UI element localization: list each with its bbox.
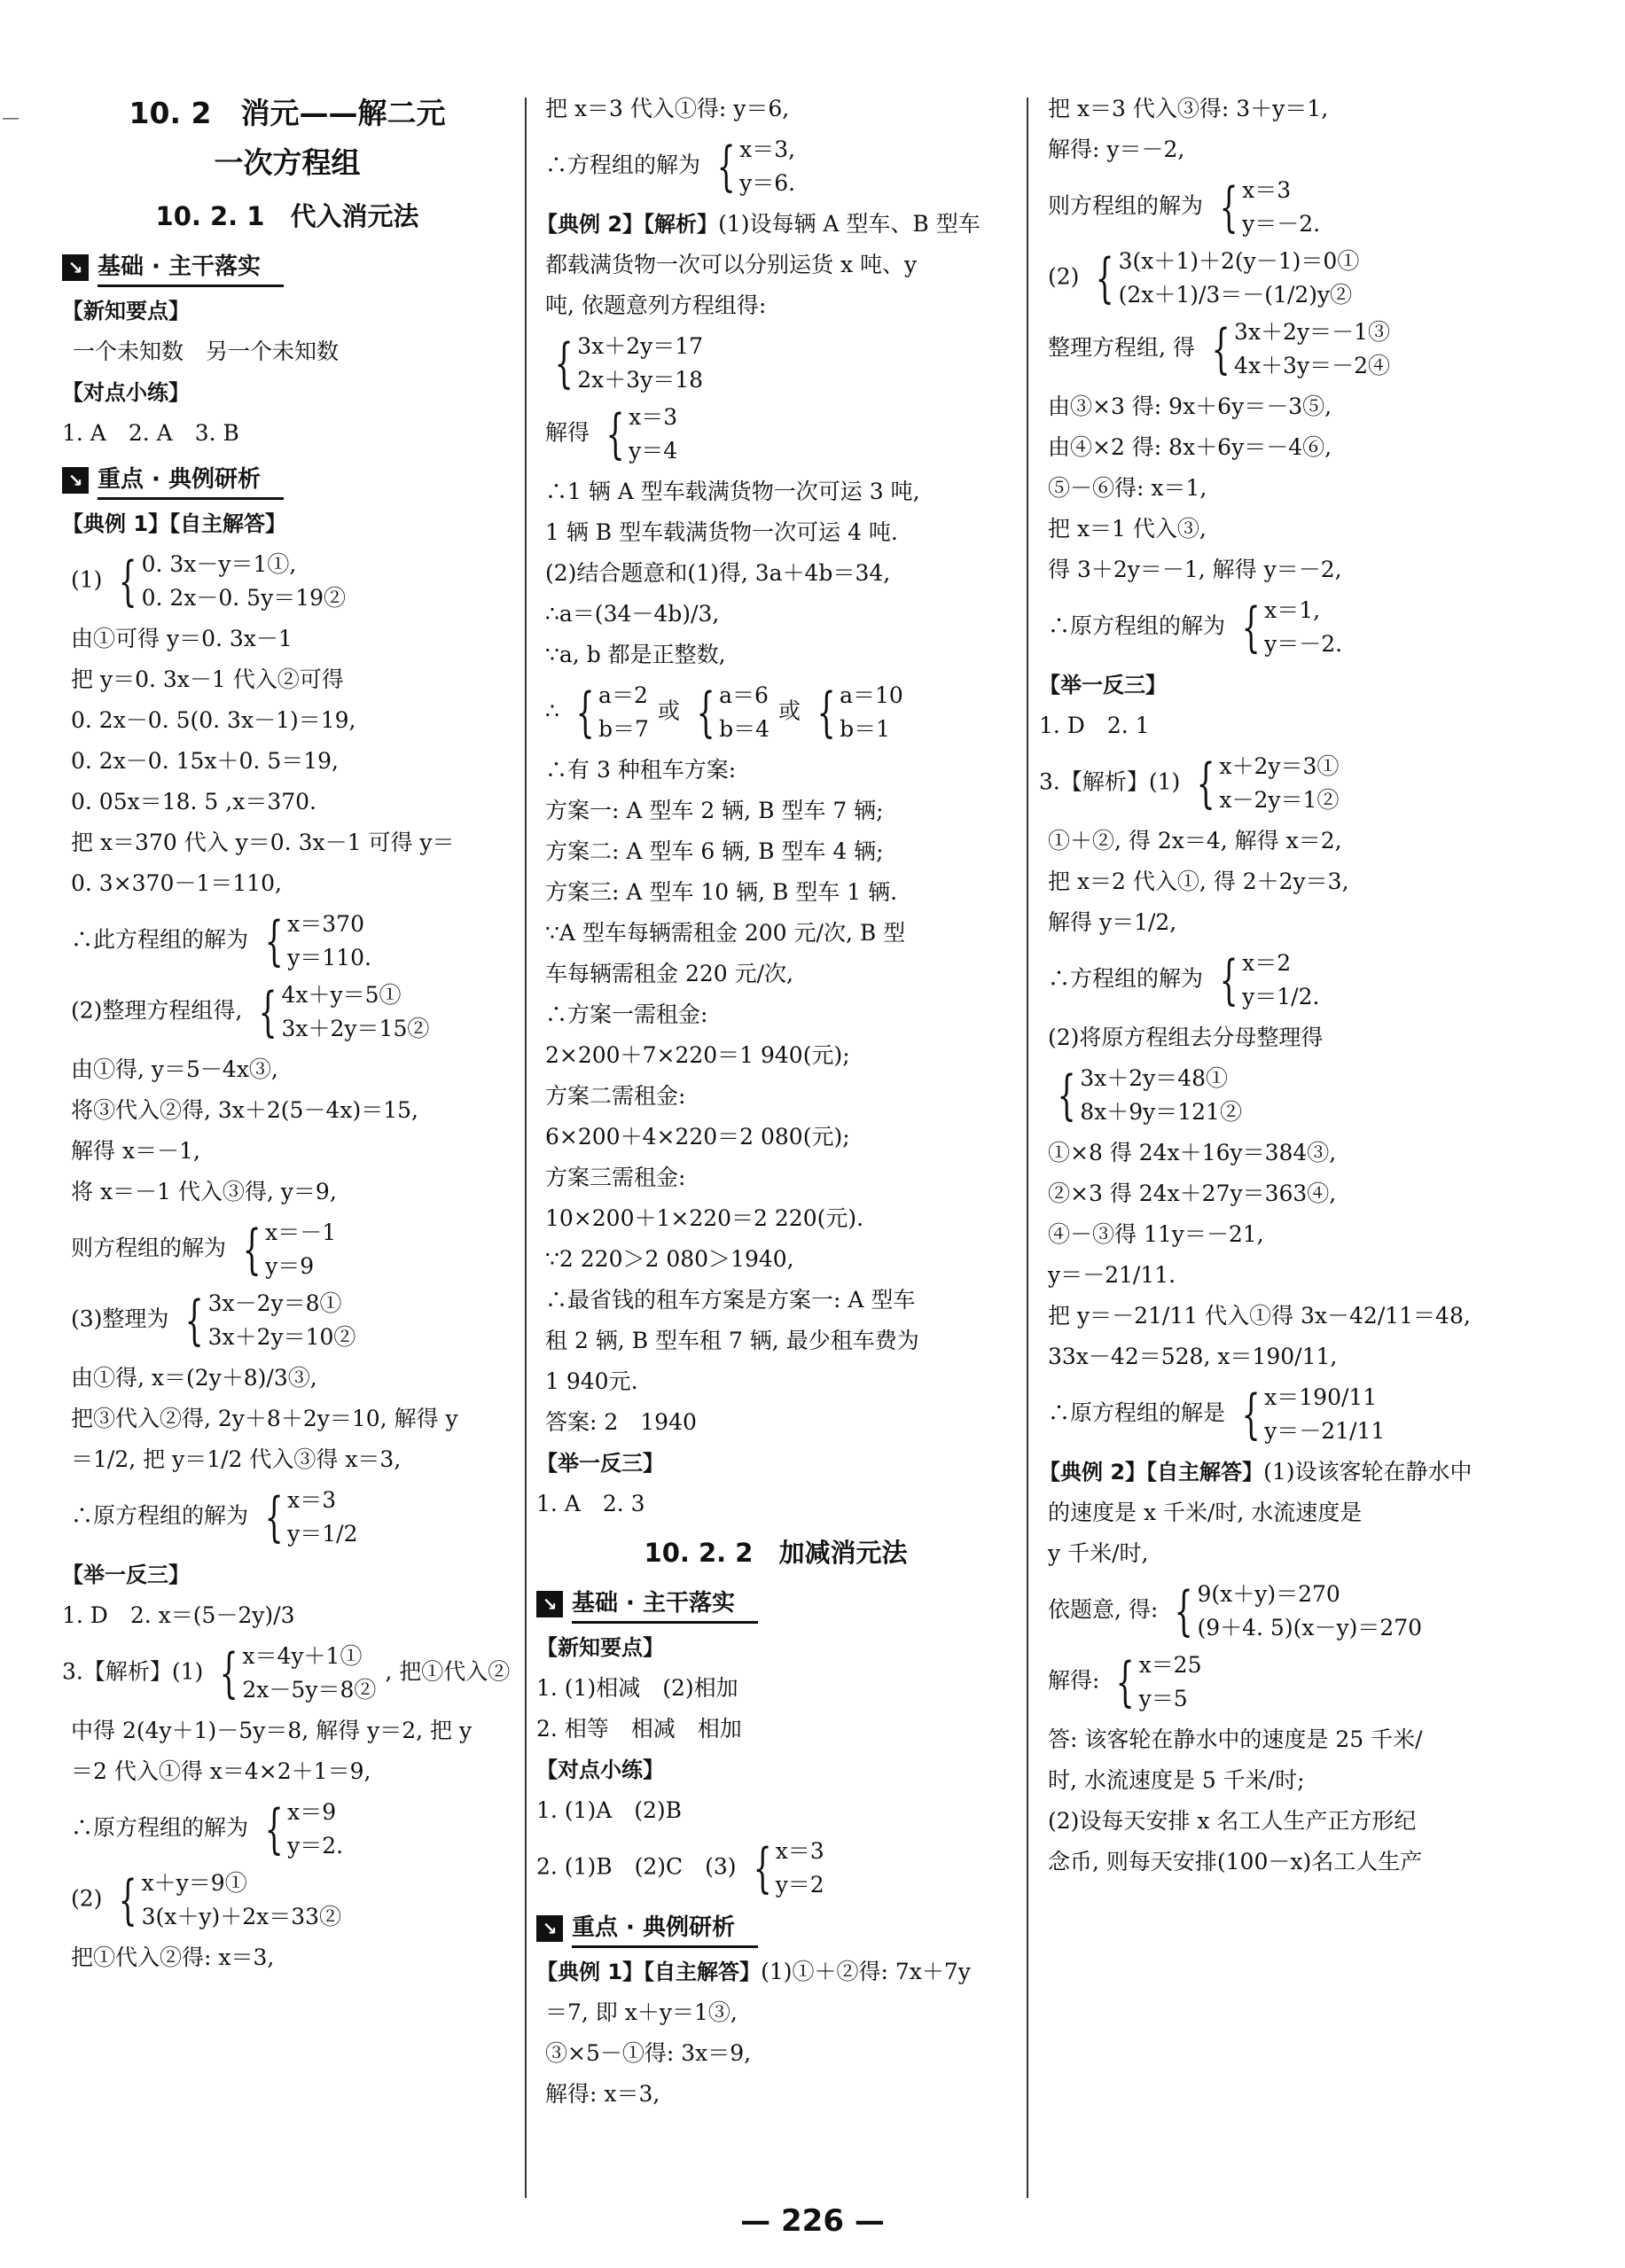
equation: b＝7 xyxy=(598,716,649,742)
equation-system: (2) { 3(x＋1)＋2(y－1)＝0① (2x＋1)/3＝－(1/2)y② xyxy=(1039,245,1571,312)
text-line: 把 x＝2 代入①, 得 2＋2y＝3, xyxy=(1048,869,1349,894)
column-3 xyxy=(1039,89,1571,1882)
text-line: (2)结合题意和(1)得, 3a＋4b＝34, xyxy=(545,560,891,586)
answer: 2. 相等 相减 相加 xyxy=(536,1716,742,1742)
section-banner xyxy=(536,1583,1015,1625)
column-2 xyxy=(536,89,1015,2115)
column-divider xyxy=(525,97,527,2198)
subsection-title: 10. 2. 2 加减消元法 xyxy=(644,1538,908,1568)
text-line: 的速度是 x 千米/时, 水流速度是 xyxy=(1048,1500,1363,1525)
equation: 3x＋2y＝10② xyxy=(207,1324,356,1350)
text-line: ∴方案一需租金: xyxy=(545,1002,708,1027)
label: 【举一反三】 xyxy=(62,1563,190,1587)
equation: x＝－1 xyxy=(265,1220,337,1245)
text-line: ①＋②, 得 2x＝4, 解得 x＝2, xyxy=(1048,828,1342,853)
text-line: 把 y＝－21/11 代入①得 3x－42/11＝48, xyxy=(1048,1303,1471,1329)
text-line: 把 x＝3 代入③得: 3＋y＝1, xyxy=(1048,96,1329,121)
equation: 0. 3x－y＝1①, xyxy=(141,551,297,577)
part-label: 3.【解析】(1) xyxy=(62,1658,204,1685)
answer: 答案: 2 1940 xyxy=(545,1409,697,1435)
label: 【典例 1】【自主解答】 xyxy=(536,1960,762,1984)
text-line: 解得: x＝3, xyxy=(545,2081,660,2107)
text-line: 方案三需租金: xyxy=(545,1165,686,1190)
text-line: (1)设该客轮在静水中 xyxy=(1263,1459,1473,1485)
equation-system: 3.【解析】(1) { x＝4y＋1① 2x－5y＝8② , 把①代入② xyxy=(62,1640,512,1707)
equation: 3(x＋1)＋2(y－1)＝0① xyxy=(1118,248,1360,274)
equation: x＝190/11 xyxy=(1264,1384,1378,1410)
solution-label: ∴方程组的解为 xyxy=(1048,965,1204,992)
text-line: ∵2 220＞2 080＞1940, xyxy=(545,1246,794,1272)
text-line: y 千米/时, xyxy=(1048,1540,1149,1566)
edge-mark: — xyxy=(2,106,20,128)
text-line: 租 2 辆, B 型车租 7 辆, 最少租车费为 xyxy=(545,1328,919,1353)
text-line: 把③代入②得, 2y＋8＋2y＝10, 解得 y xyxy=(71,1406,458,1431)
text-line: 将③代入②得, 3x＋2(5－4x)＝15, xyxy=(71,1097,418,1123)
section-banner-label: 基础 · 主干落实 xyxy=(98,249,284,287)
text-line: 方案二: A 型车 6 辆, B 型车 4 辆; xyxy=(545,838,884,864)
solution-label: 则方程组的解为 xyxy=(1048,192,1204,219)
solution: ∴原方程组的解是 { x＝190/11 y＝－21/11 xyxy=(1039,1381,1571,1448)
equation: 2x＋3y＝18 xyxy=(577,367,704,393)
text-line: 1 940元. xyxy=(545,1368,638,1394)
arrow-icon: ↘ xyxy=(62,467,89,494)
text-line: 车每辆需租金 220 元/次, xyxy=(545,961,793,986)
equation: x＝2 xyxy=(1242,950,1292,976)
text-line: ＝7, 即 x＋y＝1③, xyxy=(545,1999,738,2025)
part-label: (2)整理方程组得, xyxy=(71,997,243,1024)
equation: (2x＋1)/3＝－(1/2)y② xyxy=(1118,282,1353,308)
solution-label: 解得 xyxy=(545,419,590,446)
cases: ∴ { a＝2 b＝7 或 { a＝6 b＝4 或 { a＝10 b＝1 xyxy=(536,679,1015,746)
text-line: 0. 2x－0. 5(0. 3x－1)＝19, xyxy=(71,707,356,733)
part-label: (2) xyxy=(1048,263,1080,290)
solution-label: ∴原方程组的解为 xyxy=(1048,612,1226,639)
solution-label: 解得: xyxy=(1048,1667,1100,1694)
text-line: ＝1/2, 把 y＝1/2 代入③得 x＝3, xyxy=(71,1446,402,1472)
text-line: 时, 水流速度是 5 千米/时; xyxy=(1048,1767,1305,1793)
answer: 1. D 2. x＝(5－2y)/3 xyxy=(62,1602,295,1628)
equation: x＋2y＝3① xyxy=(1219,753,1340,779)
page-number: — 226 — xyxy=(740,2203,885,2239)
text-line: (2)将原方程组去分母整理得 xyxy=(1048,1025,1324,1050)
text-line: 吨, 依题意列方程组得: xyxy=(545,292,767,318)
solution-label: ∴此方程组的解为 xyxy=(71,926,249,953)
part-label: 3.【解析】(1) xyxy=(1039,768,1181,795)
equation-system: (2)整理方程组得, { 4x＋y＝5① 3x＋2y＝15② xyxy=(62,978,512,1046)
solution: 解得 { x＝3 y＝4 xyxy=(536,401,1015,468)
solution-label: ∴原方程组的解是 xyxy=(1048,1399,1226,1426)
section-banner xyxy=(536,1907,1015,1950)
equation: x－2y＝1② xyxy=(1219,787,1340,813)
text-line: 2. (1)B (2)C (3) xyxy=(536,1853,737,1880)
text-line: ②×3 得 24x＋27y＝363④, xyxy=(1048,1181,1337,1206)
solution-label: ∴原方程组的解为 xyxy=(71,1814,249,1841)
equation: y＝9 xyxy=(265,1253,315,1279)
label: 【新知要点】 xyxy=(62,299,190,323)
answer: 一个未知数 另一个未知数 xyxy=(73,339,340,364)
text-line: 解得: y＝－2, xyxy=(1048,136,1185,162)
equation: y＝2 xyxy=(775,1872,824,1898)
equation: 9(x＋y)＝270 xyxy=(1197,1581,1340,1607)
solution: 解得: { x＝25 y＝5 xyxy=(1039,1648,1571,1716)
text-line: (2)设每天安排 x 名工人生产正方形纪 xyxy=(1048,1808,1417,1834)
text-line: 10×200＋1×220＝2 220(元). xyxy=(545,1205,864,1231)
equation: 3x＋2y＝15② xyxy=(281,1016,430,1041)
equation: x＝25 xyxy=(1138,1652,1202,1678)
label: 【典例 2】【自主解答】 xyxy=(1039,1460,1264,1485)
text-line: 把 y＝0. 3x－1 代入②可得 xyxy=(71,666,344,692)
solution-label: ∴原方程组的解为 xyxy=(71,1502,249,1529)
text-line: ∴1 辆 A 型车载满货物一次可运 3 吨, xyxy=(545,479,920,504)
equation: y＝1/2 xyxy=(287,1521,358,1547)
solution: ∴此方程组的解为 { x＝370 y＝110. xyxy=(62,908,512,975)
answer: 1. (1)相减 (2)相加 xyxy=(536,1675,738,1701)
label: 【典例 1】【自主解答】 xyxy=(62,511,287,536)
text-line: 或 xyxy=(777,698,801,724)
equation: x＝3 xyxy=(629,404,678,430)
equation: 3x＋2y＝48① xyxy=(1080,1065,1229,1091)
arrow-icon: ↘ xyxy=(536,1915,563,1942)
equation: 3(x＋y)＋2x＝33② xyxy=(141,1904,342,1929)
column-divider xyxy=(1027,97,1028,2198)
answer: 1. D 2. 1 xyxy=(1039,713,1150,738)
section-title-line2: 一次方程组 xyxy=(214,145,361,180)
answer: 1. (1)A (2)B xyxy=(536,1797,683,1823)
solution: ∴方程组的解为 { x＝3, y＝6. xyxy=(536,133,1015,200)
solution: ∴方程组的解为 { x＝2 y＝1/2. xyxy=(1039,947,1571,1014)
text-line: 解得 y＝1/2, xyxy=(1048,909,1177,935)
equation: x＝4y＋1① xyxy=(242,1643,363,1669)
equation: x＝3 xyxy=(775,1838,824,1864)
equation-system: { 3x＋2y＝17 2x＋3y＝18 xyxy=(536,330,1015,397)
text-line: 把①代入②得: x＝3, xyxy=(71,1945,275,1970)
equation: x＝3 xyxy=(1242,177,1292,203)
part-label: (1) xyxy=(71,566,103,593)
section-banner xyxy=(62,459,512,502)
label: 【对点小练】 xyxy=(536,1758,664,1782)
section-title: 10. 2 消元——解二元 xyxy=(129,96,446,130)
equation: y＝4 xyxy=(629,438,678,464)
equation: b＝4 xyxy=(719,716,770,742)
equation-system: (2) { x＋y＝9① 3(x＋y)＋2x＝33② xyxy=(62,1867,512,1934)
equation: 3x－2y＝8① xyxy=(207,1290,342,1316)
solution: 则方程组的解为 { x＝3 y＝－2. xyxy=(1039,174,1571,241)
solution-label: 依题意, 得: xyxy=(1048,1596,1159,1623)
text-line: ∴最省钱的租车方案是方案一: A 型车 xyxy=(545,1287,916,1313)
part-label: (2) xyxy=(71,1885,103,1912)
text-line: 0. 2x－0. 15x＋0. 5＝19, xyxy=(71,748,339,774)
equation: 4x＋3y＝－2④ xyxy=(1234,353,1390,378)
equation: y＝－2. xyxy=(1242,211,1321,237)
equation: y＝－21/11 xyxy=(1264,1418,1386,1444)
equation: x＋y＝9① xyxy=(141,1870,247,1896)
text-line: 念币, 则每天安排(100－x)名工人生产 xyxy=(1048,1849,1423,1874)
section-banner-label: 重点 · 典例研析 xyxy=(572,1910,758,1948)
text-line: 或 xyxy=(657,698,680,724)
solution-label: 则方程组的解为 xyxy=(71,1235,227,1261)
equation: x＝9 xyxy=(287,1799,337,1825)
text-line: 6×200＋4×220＝2 080(元); xyxy=(545,1124,850,1150)
text-line: 由①得, y＝5－4x③, xyxy=(71,1056,278,1082)
text-line: ＝2 代入①得 x＝4×2＋1＝9, xyxy=(71,1758,371,1784)
text-line: 由④×2 得: 8x＋6y＝－4⑥, xyxy=(1048,434,1332,460)
equation: a＝10 xyxy=(840,682,903,708)
column-1 xyxy=(62,89,512,1978)
solution-label: ∴方程组的解为 xyxy=(545,152,701,178)
equation: y＝6. xyxy=(739,170,796,196)
text-line: 0. 3×370－1＝110, xyxy=(71,870,282,896)
equation: y＝2. xyxy=(287,1833,344,1859)
text-line: 把 x＝370 代入 y＝0. 3x－1 可得 y＝ xyxy=(71,830,455,855)
text-line: 0. 05x＝18. 5 ,x＝370. xyxy=(71,789,316,814)
equation: x＝1, xyxy=(1264,597,1321,623)
text-line: ③×5－①得: 3x＝9, xyxy=(545,2040,752,2066)
text-line: 答: 该客轮在静水中的速度是 25 千米/ xyxy=(1048,1726,1423,1752)
text-line: 都载满货物一次可以分别运货 x 吨、y xyxy=(545,252,918,277)
text-line: ∵A 型车每辆需租金 200 元/次, B 型 xyxy=(545,920,906,946)
equation-system: { 3x＋2y＝48① 8x＋9y＝121② xyxy=(1039,1062,1571,1129)
equation: y＝5 xyxy=(1138,1686,1188,1711)
text-line: 把 x＝1 代入③, xyxy=(1048,516,1207,542)
label: 【新知要点】 xyxy=(536,1635,664,1660)
equation: (9＋4. 5)(x－y)＝270 xyxy=(1197,1615,1423,1641)
section-banner-label: 重点 · 典例研析 xyxy=(98,462,284,500)
solution: ∴原方程组的解为 { x＝9 y＝2. xyxy=(62,1796,512,1863)
text-line: (1)①＋②得: 7x＋7y xyxy=(761,1959,971,1984)
answer: 1. A 2. 3 xyxy=(536,1491,645,1516)
text-line: ∵a, b 都是正整数, xyxy=(545,642,726,667)
text-line: 方案二需租金: xyxy=(545,1083,686,1109)
text-line: ∴ xyxy=(545,698,559,724)
equation-system: 3.【解析】(1) { x＋2y＝3① x－2y＝1② xyxy=(1039,750,1571,817)
subsection-title: 10. 2. 1 代入消元法 xyxy=(155,201,419,231)
text-line: 由①得, x＝(2y＋8)/3③, xyxy=(71,1365,317,1391)
text-line: ①×8 得 24x＋16y＝384③, xyxy=(1048,1140,1337,1165)
equation: 8x＋9y＝121② xyxy=(1080,1099,1242,1125)
text-line: ④－③得 11y＝－21, xyxy=(1048,1221,1264,1247)
arrow-icon: ↘ xyxy=(536,1591,563,1617)
answer: 1. A 2. A 3. B xyxy=(62,420,239,446)
equation: x＝3 xyxy=(287,1487,337,1513)
solution: ∴原方程组的解为 { x＝1, y＝－2. xyxy=(1039,594,1571,661)
text-line: , 把①代入② xyxy=(385,1658,511,1685)
equation: y＝－2. xyxy=(1264,631,1343,657)
text-line: 1 辆 B 型车载满货物一次可运 4 吨. xyxy=(545,519,898,545)
label: 【举一反三】 xyxy=(1039,673,1167,698)
label: 【举一反三】 xyxy=(536,1451,664,1476)
equation: y＝1/2. xyxy=(1242,984,1320,1009)
section-banner xyxy=(62,246,512,289)
text-line: (1)设每辆 A 型车、B 型车 xyxy=(718,211,980,237)
equation: 0. 2x－0. 5y＝19② xyxy=(141,585,347,611)
text-line: 将 x＝－1 代入③得, y＝9, xyxy=(71,1179,337,1204)
equation: a＝6 xyxy=(719,682,769,708)
text-line: 33x－42＝528, x＝190/11, xyxy=(1048,1344,1338,1369)
text-line: 方案一: A 型车 2 辆, B 型车 7 辆; xyxy=(545,798,884,823)
text-line: 中得 2(4y＋1)－5y＝8, 解得 y＝2, 把 y xyxy=(71,1718,473,1743)
text-line: 把 x＝3 代入①得: y＝6, xyxy=(545,96,790,121)
text-line: ∴a＝(34－4b)/3, xyxy=(545,601,720,627)
equation-system: (3)整理为 { 3x－2y＝8① 3x＋2y＝10② xyxy=(62,1287,512,1354)
equation: 3x＋2y＝－1③ xyxy=(1234,319,1390,345)
part-label: (3)整理为 xyxy=(71,1305,169,1332)
answer: 2. (1)B (2)C (3) { x＝3 y＝2 xyxy=(536,1835,1015,1902)
section-banner-label: 基础 · 主干落实 xyxy=(572,1586,758,1624)
solution: 则方程组的解为 { x＝－1 y＝9 xyxy=(62,1216,512,1283)
text-line: 得 3＋2y＝－1, 解得 y＝－2, xyxy=(1048,557,1342,582)
text-line: 由①可得 y＝0. 3x－1 xyxy=(71,626,293,651)
arrow-icon: ↘ xyxy=(62,254,89,281)
equation: 2x－5y＝8② xyxy=(242,1677,377,1703)
solution-label: 整理方程组, 得 xyxy=(1048,334,1195,361)
equation-system: 依题意, 得: { 9(x＋y)＝270 (9＋4. 5)(x－y)＝270 xyxy=(1039,1578,1571,1645)
text-line: ∴有 3 种租车方案: xyxy=(545,757,737,783)
text-line: ⑤－⑥得: x＝1, xyxy=(1048,475,1207,501)
equation: x＝3, xyxy=(739,136,796,162)
equation: 4x＋y＝5① xyxy=(281,982,402,1008)
equation: b＝1 xyxy=(840,716,891,742)
label: 【典例 2】【解析】 xyxy=(536,212,719,237)
equation: y＝110. xyxy=(287,945,371,970)
equation-system: 整理方程组, 得 { 3x＋2y＝－1③ 4x＋3y＝－2④ xyxy=(1039,316,1571,383)
text-line: y＝－21/11. xyxy=(1048,1262,1176,1288)
equation: x＝370 xyxy=(287,911,364,937)
text-line: 方案三: A 型车 10 辆, B 型车 1 辆. xyxy=(545,879,898,905)
equation: a＝2 xyxy=(598,682,648,708)
equation: 3x＋2y＝17 xyxy=(577,333,704,359)
label: 【对点小练】 xyxy=(62,380,190,405)
text-line: 解得 x＝－1, xyxy=(71,1138,200,1164)
solution: ∴原方程组的解为 { x＝3 y＝1/2 xyxy=(62,1484,512,1551)
text-line: 2×200＋7×220＝1 940(元); xyxy=(545,1042,850,1068)
equation-system: (1) { 0. 3x－y＝1①, 0. 2x－0. 5y＝19② xyxy=(62,548,512,615)
text-line: 由③×3 得: 9x＋6y＝－3⑤, xyxy=(1048,394,1332,419)
